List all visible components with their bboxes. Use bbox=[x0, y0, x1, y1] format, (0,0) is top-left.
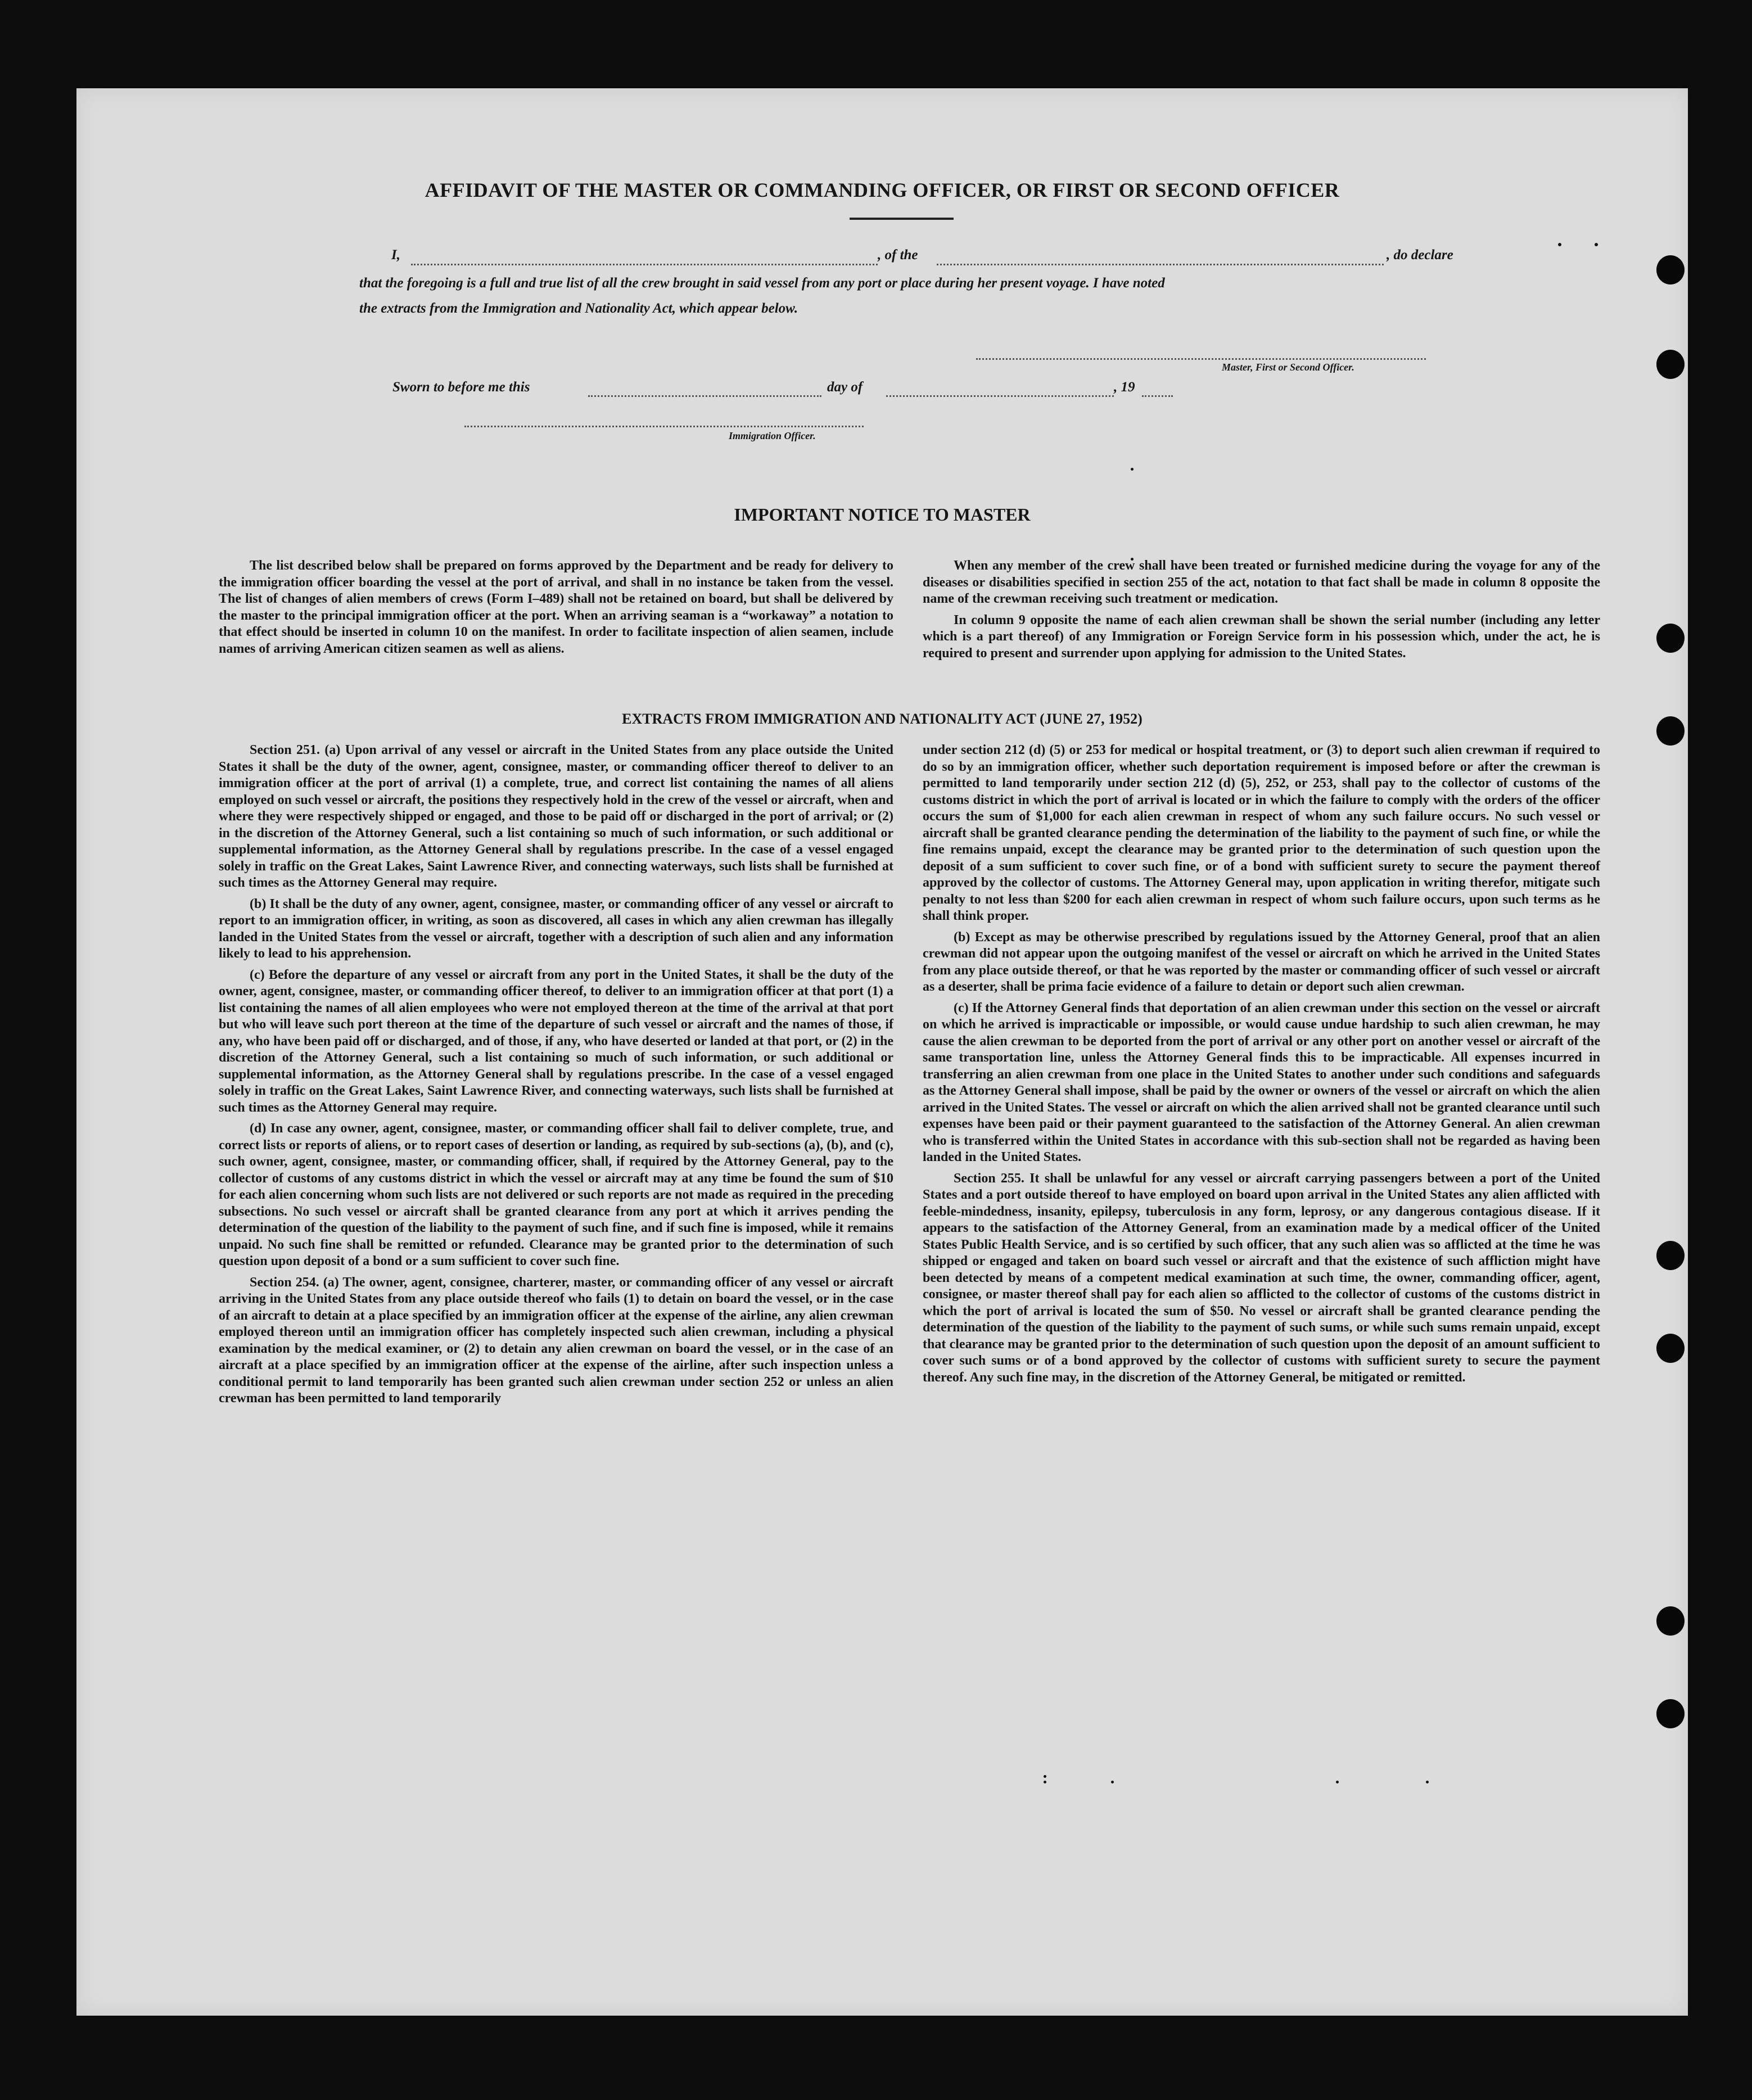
speck-mark bbox=[1044, 1775, 1046, 1778]
sworn-day-line[interactable] bbox=[588, 395, 821, 397]
section-251a: Section 251. (a) Upon arrival of any vessel or aircraft in the United States from any place outside the United States it shall be the duty of the owner, agent, consignee, master, or commanding officer thereof to deliver to an immigration officer at the port of arrival (1) a complete, true, and correct list containing the names of all aliens employed on such vessel or aircraft, the positions they respectively hold in the crew of the vessel or aircraft, when and where they were respectively shipped or engaged, and those to be paid off or discharged in the port of arrival; or (2) in the discretion of the Attorney General, such a list containing so much of such information, or such additional or supplemental information, as the Attorney General shall by regulations prescribe. In the case of a vessel engaged solely in traffic on the Great Lakes, Saint Lawrence River, and connecting waterways, such lists shall be furnished at such times as the Attorney General may require. bbox=[219, 743, 893, 890]
sworn-month-line[interactable] bbox=[886, 395, 1114, 397]
section-255: Section 255. It shall be unlawful for any vessel or aircraft carrying passengers between a port of the United States and a port outside thereof to have employed on board upon arrival in the United States any alien afflicted with feeble-mindedness, insanity, epilepsy, tuberculosis in any form, leprosy, or any dangerous contagious disease. If it appears to the satisfaction of the Attorney General, from an examination made by a medical officer of the United States Public Health Service, and is so certified by such officer, that any such alien was so afflicted at the time he was shipped or engaged and taken on board such vessel or aircraft and that the existence of such affliction might have been detected by means of a competent medical examination at such time, the owner, commanding officer, agent, consignee, or master thereof shall pay for each alien so afflicted to the collector of customs of the customs district in which the port of arrival is located the sum of $50. No vessel or aircraft shall be granted clearance pending the determination of the question of the liability to the payment of such sums, or while such sums remain unpaid, except that clearance may be granted prior to the determination of such question upon the deposit of an amount sufficient to cover such sums or of a bond approved by the collector of customs with sufficient surety to secure the payment thereof. Any such fine may, in the discretion of the Attorney General, be mitigated or remitted. bbox=[923, 1171, 1600, 1385]
declare-line-2: that the foregoing is a full and true list of all the crew brought in said vessel from any port or place during her present voyage. I have noted bbox=[359, 276, 1165, 291]
speck-mark bbox=[1044, 1781, 1046, 1783]
section-254a-continued: under section 212 (d) (5) or 253 for medical or hospital treatment, or (3) to deport such alien crewman if required to do so by an immigration officer, whether such deportation requirement is imposed before or after the crewman is permitted to land temporarily under section 212 (d) (5), 252, or 253, shall pay to the collector of customs of the customs district in which the port of arrival is located or in which the failure to comply with the orders of the officer occurs the sum of $1,000 for each alien crewman in respect of whom any such failure occurs. No such vessel or aircraft shall be granted clearance pending the determination of the liability to the payment of such fine, or while the fine remains unpaid, except the clearance may be granted prior to the determination of such question upon the deposit of a sum sufficient to cover such fine, or of a bond with sufficient surety to secure the payment thereof approved by the collector of customs. The Attorney General may, upon application in writing therefor, mitigate such penalty to not less than $200 for each alien crewman in respect of whom such failure occurs, upon such terms as he shall think proper. bbox=[923, 743, 1600, 923]
punch-hole bbox=[1656, 1699, 1685, 1728]
immigration-officer-caption: Immigration Officer. bbox=[729, 430, 816, 441]
affidavit-title: AFFIDAVIT OF THE MASTER OR COMMANDING OFFICER, OR FIRST OR SECOND OFFICER bbox=[425, 179, 1340, 201]
extracts-left-column bbox=[219, 742, 893, 1412]
notice-left-column bbox=[219, 558, 893, 662]
immigration-officer-line[interactable] bbox=[464, 426, 864, 427]
speck-mark bbox=[1336, 1781, 1339, 1783]
punch-hole bbox=[1656, 1606, 1685, 1636]
extracts-title: EXTRACTS FROM IMMIGRATION AND NATIONALITY ACT (JUNE 27, 1952) bbox=[622, 711, 1143, 727]
notice-right-paragraph-1: When any member of the crew shall have been treated or furnished medicine during the voyage for any of the diseases or disabilities specified in section 255 of the act, notation to that fact shall be made in column 8 opposite the name of the crewman receiving such treatment or medication. bbox=[923, 558, 1600, 606]
speck-mark bbox=[1595, 243, 1598, 246]
punch-hole bbox=[1656, 255, 1685, 284]
master-caption: Master, First or Second Officer. bbox=[1222, 362, 1354, 373]
notice-title: IMPORTANT NOTICE TO MASTER bbox=[734, 504, 1031, 525]
extracts-right-column bbox=[923, 742, 1600, 1390]
year-text: , 19 bbox=[1114, 380, 1135, 395]
sworn-text: Sworn to before me this bbox=[392, 380, 530, 395]
notice-left-paragraph: The list described below shall be prepared on forms approved by the Department and be ready for delivery to the immigration officer boarding the vessel at the port of arrival, and shall in no instance be taken from the vessel. The list of changes of alien members of crews (Form I–489) shall not be retained on board, but shall be delivered by the master to the principal immigration officer at the port. When an arriving seaman is a “workaway” a notation to that effect should be inserted in column 10 on the manifest. In order to facilitate inspection of alien seamen, include names of arriving American citizen seamen as well as aliens. bbox=[219, 558, 893, 656]
form-page bbox=[76, 88, 1688, 2016]
sworn-year-line[interactable] bbox=[1142, 395, 1173, 397]
section-251b: (b) It shall be the duty of any owner, agent, consignee, master, or commanding officer of any vessel or aircraft to report to an immigration officer, in writing, as soon as discovered, all cases in which any alien crewman has illegally landed in the United States from the vessel or aircraft, together with a description of such alien and any information likely to lead to his apprehension. bbox=[219, 896, 893, 961]
speck-mark bbox=[1426, 1781, 1429, 1783]
day-of-text: day of bbox=[827, 380, 863, 395]
declare-of-the: , of the bbox=[878, 247, 918, 263]
section-251d: (d) In case any owner, agent, consignee, master, or commanding officer shall fail to deliver complete, true, and correct lists or reports of aliens, or to report cases of desertion or landing, as required by sub-sections (a), (b), and (c), such owner, agent, consignee, master, or commanding officer, shall, if required by the Attorney General, pay to the collector of customs of any customs district in which the vessel or aircraft may at any time be found the sum of $10 for each alien concerning whom such lists are not delivered or such reports are not made as required in the preceding subsections. No such vessel or aircraft shall be granted clearance from any port at which it arrives pending the determination of the question of the liability to the payment of such fine, and if such fine is imposed, while it remains unpaid. No such fine shall be remitted or refunded. Clearance may be granted prior to the determination of such question upon deposit of a bond or a sum sufficient to cover such fine. bbox=[219, 1121, 893, 1268]
vessel-line[interactable] bbox=[937, 264, 1384, 265]
notice-right-paragraph-2: In column 9 opposite the name of each alien crewman shall be shown the serial number (including any letter which is a part thereof) of any Immigration or Foreign Service form in his possession which, under the act, he is required to present and surrender upon applying for admission to the United States. bbox=[923, 612, 1600, 661]
punch-hole bbox=[1656, 624, 1685, 653]
title-underline bbox=[850, 218, 954, 220]
speck-mark bbox=[1558, 243, 1561, 246]
declare-line-3: the extracts from the Immigration and Nationality Act, which appear below. bbox=[359, 301, 798, 316]
section-251c: (c) Before the departure of any vessel or aircraft from any port in the United States, it shall be the duty of the owner, agent, consignee, master, or commanding officer thereof, to deliver to an immigration officer at that port (1) a list containing the names of all alien employees who were not employed thereon at the time of the arrival at that port but who will leave such port thereon at the time of the departure of such vessel or aircraft and the names of those, if any, who have been paid off or discharged, and of those, if any, who have deserted or landed at that port, or (2) in the discretion of the Attorney General, such a list containing so much of such information, or such additional or supplemental information, as the Attorney General shall by regulations prescribe. In the case of a vessel engaged solely in traffic on the Great Lakes, Saint Lawrence River, and connecting waterways, such lists shall be furnished at such times as the Attorney General may require. bbox=[219, 967, 893, 1115]
section-254c: (c) If the Attorney General finds that deportation of an alien crewman under this section on the vessel or aircraft on which he arrived is impracticable or impossible, or would cause undue hardship to such alien crewman, he may cause the alien crewman to be deported from the port of arrival or any other port on another vessel or aircraft of the same transportation line, unless the Attorney General finds this to be impracticable. All expenses incurred in transferring an alien crewman from one place in the United States to another under such conditions and safeguards as the Attorney General shall impose, shall be paid by the owner or owners of the vessel or aircraft on which the alien arrived in the United States. The vessel or aircraft on which the alien arrived shall not be granted clearance until such expenses have been paid or their payment guaranteed to the satisfaction of the Attorney General. An alien crewman who is transferred within the United States in accordance with this sub-section shall not be regarded as having been landed in the United States. bbox=[923, 1000, 1600, 1164]
name-line[interactable] bbox=[411, 264, 878, 265]
declare-i: I, bbox=[391, 247, 400, 263]
speck-mark bbox=[1131, 468, 1134, 471]
punch-hole bbox=[1656, 1334, 1685, 1363]
punch-hole bbox=[1656, 350, 1685, 379]
speck-mark bbox=[1111, 1781, 1114, 1783]
punch-hole bbox=[1656, 1241, 1685, 1270]
notice-right-column bbox=[923, 558, 1600, 666]
declare-do-declare: , do declare bbox=[1387, 247, 1453, 263]
section-254a: Section 254. (a) The owner, agent, consignee, charterer, master, or commanding officer of any vessel or aircraft arriving in the United States from any place outside thereof who fails (1) to detain on board the vessel, or in the case of an aircraft to detain at a place specified by an immigration officer at the expense of the airline, any alien crewman employed thereon until an immigration officer has completely inspected such alien crewman, including a physical examination by the medical examiner, or (2) to detain any alien crewman on board the vessel, or in the case of an aircraft at a place specified by an immigration officer at the expense of the airline, after such inspection unless a conditional permit to land temporarily has been granted such alien crewman under section 252 or unless an alien crewman has been permitted to land temporarily bbox=[219, 1275, 893, 1406]
master-signature-line[interactable] bbox=[976, 358, 1426, 360]
section-254b: (b) Except as may be otherwise prescribed by regulations issued by the Attorney General, proof that an alien crewman did not appear upon the outgoing manifest of the vessel or aircraft on which he arrived in the United States from any place outside thereof, or that he was reported by the master or commanding officer of such vessel or aircraft as a deserter, shall be prima facie evidence of a failure to detain or deport such alien crewman. bbox=[923, 929, 1600, 994]
